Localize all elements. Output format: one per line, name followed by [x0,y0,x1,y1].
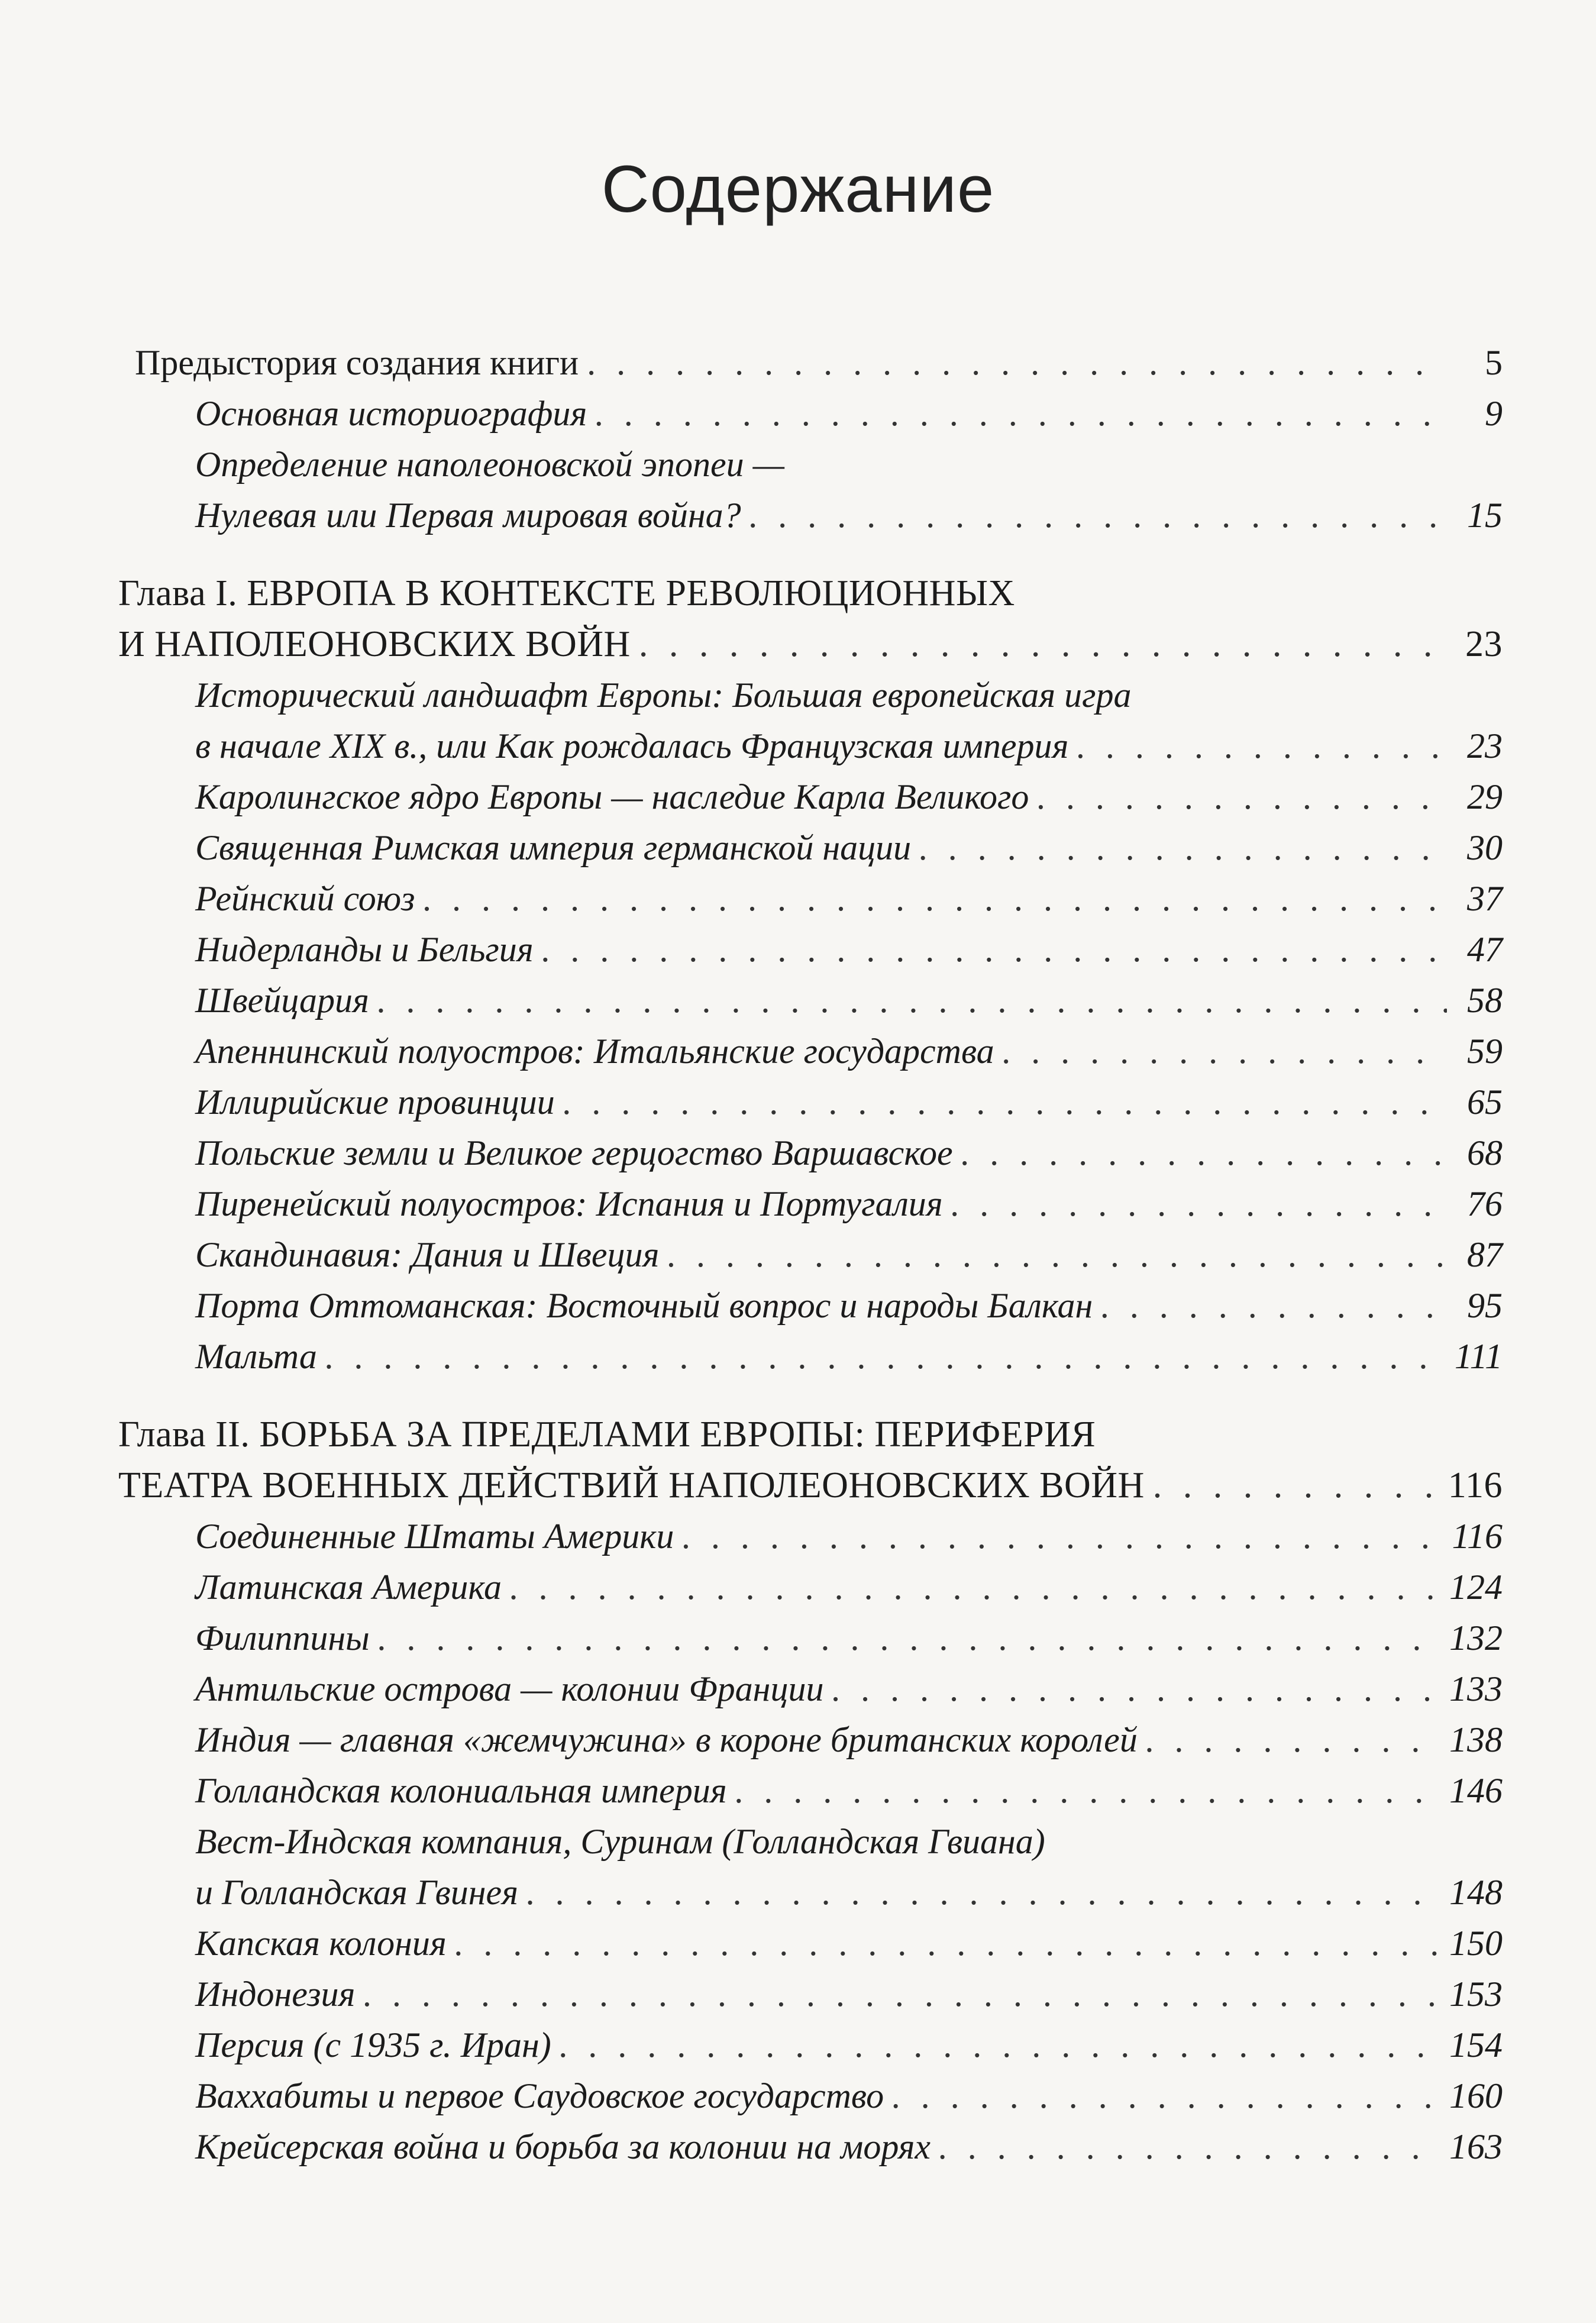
leader-dots [510,1562,1441,1613]
page-number: 116 [1452,1517,1503,1556]
entry-title: Рейнский союз [195,879,415,918]
toc-entry [118,1280,1503,1331]
toc-entry [118,1562,1503,1613]
leader-dots [639,619,1447,670]
toc-entry [118,337,1503,388]
intro-section [118,337,1503,541]
entry-title-line: Определение наполеоновской эпопеи — [195,445,785,484]
page-number: 68 [1467,1133,1503,1172]
leader-dots [378,1613,1441,1663]
leader-dots [377,975,1447,1026]
page-number: 37 [1467,879,1503,918]
leader-dots [832,1663,1441,1714]
page-number: 59 [1467,1032,1503,1071]
entry-title: Капская колония [195,1924,447,1963]
entry-title: Предыстория создания книги [135,343,579,382]
chapter-heading-line: Глава I. ЕВРОПА В КОНТЕКСТЕ РЕВОЛЮЦИОННЫХ [118,573,1015,613]
entry-title: Священная Римская империя германской нации [195,828,912,867]
chapter-heading-line: Глава II. БОРЬБА ЗА ПРЕДЕЛАМИ ЕВРОПЫ: ПЕРИФЕРИЯ [118,1414,1096,1455]
toc-entry [118,873,1503,924]
page-number: 124 [1449,1568,1503,1607]
page-number: 58 [1467,981,1503,1020]
page-number: 111 [1454,1337,1503,1376]
entry-title: И НАПОЛЕОНОВСКИХ ВОЙН [118,624,631,664]
page-number: 15 [1467,496,1503,535]
page-number: 23 [1465,624,1503,664]
entry-title: Ваххабиты и первое Саудовское государство [195,2076,884,2115]
page-number: 76 [1467,1184,1503,1223]
entry-title: Польские земли и Великое герцогство Варшавское [195,1133,953,1172]
page-number: 23 [1467,726,1503,765]
toc-entry [118,1511,1503,1562]
toc-entry [118,1918,1503,1969]
page-number: 116 [1448,1465,1503,1505]
page-number: 29 [1467,777,1503,816]
entry-title: Крейсерская война и борьба за колонии на морях [195,2127,931,2166]
leader-dots [423,873,1447,924]
toc-entry [118,1127,1503,1178]
entry-title: Антильские острова — колонии Франции [195,1669,824,1708]
toc-entry [118,1026,1503,1077]
toc-entry [118,1969,1503,2020]
toc-entry [118,1867,1503,1918]
leader-dots [939,2121,1441,2172]
chapter-2-section [118,1409,1503,2172]
leader-dots [526,1867,1441,1918]
leader-dots [682,1511,1443,1562]
entry-title: Соединенные Штаты Америки [195,1517,674,1556]
leader-dots [1101,1280,1447,1331]
page-number: 160 [1449,2076,1503,2115]
page-number: 87 [1467,1235,1503,1274]
toc-entry [118,2121,1503,2172]
table-of-contents [118,337,1503,2199]
chapter-heading [118,1460,1503,1511]
entry-title-line: Исторический ландшафт Европы: Большая европейская игра [195,676,1132,715]
page-title: Содержание [601,152,995,226]
entry-title: Иллирийские провинции [195,1083,555,1122]
leader-dots [892,2070,1441,2121]
entry-title: Филиппины [195,1618,370,1658]
toc-entry [118,2020,1503,2070]
entry-title: Скандинавия: Дания и Швеция [195,1235,660,1274]
leader-dots [563,1077,1447,1127]
leader-dots [560,2020,1441,2070]
toc-entry [118,822,1503,873]
entry-title: Нулевая или Первая мировая война? [195,496,741,535]
leader-dots [1003,1026,1447,1077]
leader-dots [1153,1460,1440,1511]
page-number: 154 [1449,2025,1503,2064]
entry-title: Пиренейский полуостров: Испания и Португалия [195,1184,943,1223]
leader-dots [1077,721,1447,771]
entry-title: в начале XIX в., или Как рождалась Французская империя [195,726,1069,765]
toc-entry [118,2070,1503,2121]
page-number: 146 [1449,1771,1503,1810]
toc-entry [118,490,1503,541]
leader-dots [735,1765,1441,1816]
page-number: 150 [1449,1924,1503,1963]
entry-title: Швейцария [195,981,369,1020]
entry-title: ТЕАТРА ВОЕННЫХ ДЕЙСТВИЙ НАПОЛЕОНОВСКИХ ВОЙН [118,1465,1145,1505]
toc-entry [118,924,1503,975]
toc-entry [118,388,1503,439]
entry-title-line: Вест-Индская компания, Суринам (Голландская Гвиана) [195,1822,1045,1861]
page-number: 148 [1449,1873,1503,1912]
page-number: 153 [1449,1975,1503,2014]
page-number: 65 [1467,1083,1503,1122]
leader-dots [363,1969,1441,2020]
entry-title: Нидерланды и Бельгия [195,930,534,969]
leader-dots [542,924,1447,975]
toc-entry [118,1229,1503,1280]
entry-title: Индонезия [195,1975,356,2014]
entry-title: Мальта [195,1337,317,1376]
page-number: 30 [1467,828,1503,867]
entry-title: и Голландская Гвинея [195,1873,518,1912]
toc-entry [118,1663,1503,1714]
toc-entry [118,721,1503,771]
leader-dots [587,337,1447,388]
entry-title: Голландская колониальная империя [195,1771,727,1810]
leader-dots [961,1127,1447,1178]
toc-entry [118,1331,1503,1382]
toc-entry [118,771,1503,822]
leader-dots [667,1229,1447,1280]
leader-dots [455,1918,1441,1969]
toc-entry [118,1613,1503,1663]
entry-title: Персия (с 1935 г. Иран) [195,2025,551,2064]
entry-title: Основная историография [195,394,587,433]
chapter-1-section [118,568,1503,1382]
entry-title: Апеннинский полуостров: Итальянские государства [195,1032,994,1071]
entry-title: Латинская Америка [195,1568,502,1607]
toc-entry [118,1178,1503,1229]
leader-dots [595,388,1447,439]
page-number: 95 [1467,1286,1503,1325]
chapter-heading [118,619,1503,670]
leader-dots [1037,771,1447,822]
entry-title: Каролингское ядро Европы — наследие Карла Великого [195,777,1029,816]
entry-title: Индия — главная «жемчужина» в короне британских королей [195,1720,1138,1759]
toc-entry [118,1714,1503,1765]
entry-title: Порта Оттоманская: Восточный вопрос и народы Балкан [195,1286,1093,1325]
page-number: 5 [1485,343,1503,382]
leader-dots [325,1331,1446,1382]
leader-dots [1146,1714,1441,1765]
leader-dots [919,822,1447,873]
leader-dots [749,490,1447,541]
page-number: 133 [1449,1669,1503,1708]
page-number: 163 [1449,2127,1503,2166]
leader-dots [951,1178,1447,1229]
page-number: 47 [1467,930,1503,969]
page-number: 132 [1449,1618,1503,1658]
toc-entry [118,975,1503,1026]
page-number: 9 [1485,394,1503,433]
toc-entry [118,1077,1503,1127]
page-number: 138 [1449,1720,1503,1759]
toc-entry [118,1765,1503,1816]
